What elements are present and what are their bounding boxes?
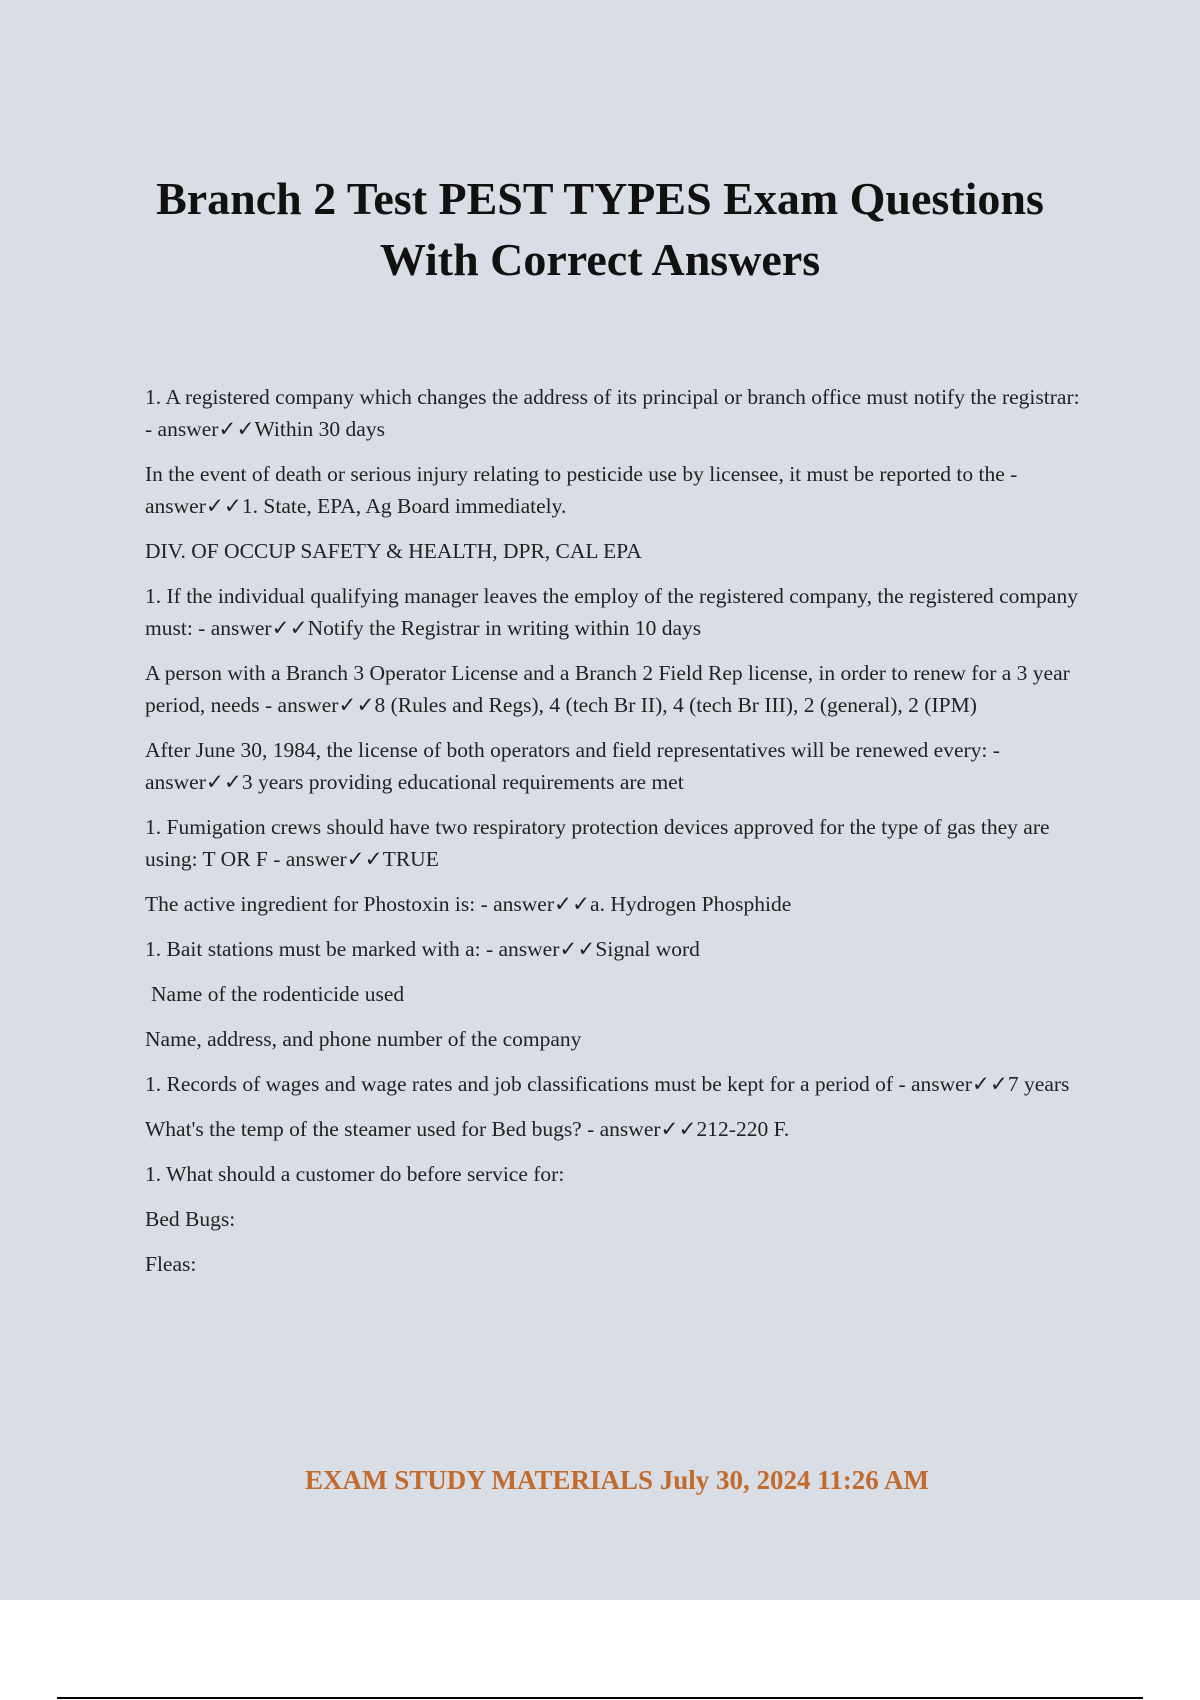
qa-paragraph: 1. Bait stations must be marked with a: - answer✓✓Signal word <box>145 937 700 961</box>
footer-stamp: EXAM STUDY MATERIALS July 30, 2024 11:26 AM <box>304 1465 930 1495</box>
qa-paragraph: Name of the rodenticide used <box>151 982 405 1006</box>
qa-paragraph: DIV. OF OCCUP SAFETY & HEALTH, DPR, CAL EPA <box>145 539 642 563</box>
title-line-2: With Correct Answers <box>379 234 821 285</box>
qa-paragraph: What's the temp of the steamer used for Bed bugs? - answer✓✓212-220 F. <box>145 1117 790 1141</box>
qa-paragraph: 1. Records of wages and wage rates and job classifications must be kept for a period of - answer✓✓7 years <box>145 1072 1070 1096</box>
title-line-1: Branch 2 Test PEST TYPES Exam Questions <box>156 173 1044 224</box>
qa-paragraph: After June 30, 1984, the license of both operators and field representatives will be renewed every: - answer✓✓3 years providing educational requirements are met <box>145 738 1000 794</box>
qa-paragraph: Name, address, and phone number of the company <box>145 1027 582 1051</box>
bottom-divider <box>57 1697 1143 1699</box>
qa-paragraph: 1. A registered company which changes the address of its principal or branch office must notify the registrar: - answer✓✓Within 30 days <box>145 385 1080 441</box>
qa-paragraph: 1. What should a customer do before service for: <box>145 1162 565 1186</box>
qa-paragraph: 1. If the individual qualifying manager leaves the employ of the registered company, the registered company must: - answer✓✓Notify the Registrar in writing within 10 days <box>145 584 1078 640</box>
qa-list <box>145 381 1085 1293</box>
qa-paragraph: Fleas: <box>145 1252 197 1276</box>
qa-paragraph: In the event of death or serious injury relating to pesticide use by licensee, it must be reported to the - answer✓✓1. State, EPA, Ag Board immediately. <box>145 462 1018 518</box>
qa-paragraph: 1. Fumigation crews should have two respiratory protection devices approved for the type of gas they are using: T OR F - answer✓✓TRUE <box>145 815 1050 871</box>
document-title <box>100 168 1100 290</box>
qa-paragraph: The active ingredient for Phostoxin is: - answer✓✓a. Hydrogen Phosphide <box>145 892 792 916</box>
qa-paragraph: A person with a Branch 3 Operator License and a Branch 2 Field Rep license, in order to renew for a 3 year period, needs - answer✓✓8 (Rules and Regs), 4 (tech Br II), 4 (tech Br III), 2 (general), 2 (IPM) <box>145 661 1070 717</box>
qa-paragraph: Bed Bugs: <box>145 1207 236 1231</box>
